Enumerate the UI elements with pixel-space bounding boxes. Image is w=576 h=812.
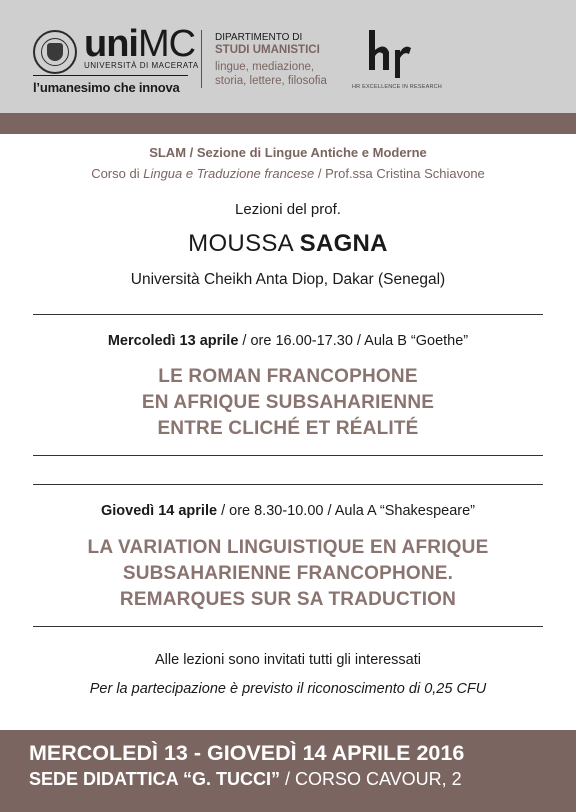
university-seal-icon xyxy=(33,30,77,74)
lecture1-title xyxy=(0,364,576,442)
hr-excellence-logo-icon xyxy=(363,28,413,80)
event-venue xyxy=(29,769,462,790)
speaker-affiliation: Università Cheikh Anta Diop, Dakar (Senegal) xyxy=(130,271,446,288)
header-separator xyxy=(201,30,202,88)
logo-divider xyxy=(33,75,188,76)
divider xyxy=(33,455,543,456)
university-name: UNIVERSITÀ DI MACERATA xyxy=(84,61,199,70)
dept-label: DIPARTIMENTO DI xyxy=(215,32,303,43)
dept-subjects xyxy=(215,60,375,88)
lecture2-schedule xyxy=(0,503,576,519)
lecture2-title-line: SUBSAHARIENNE FRANCOPHONE. xyxy=(122,563,454,584)
lecture1-schedule xyxy=(0,333,576,349)
invitation-note: Alle lezioni sono invitati tutti gli interessati xyxy=(155,652,421,668)
lecture2-title-line: LA VARIATION LINGUISTIQUE EN AFRIQUE xyxy=(87,537,489,558)
dept-subjects-line1: lingue, mediazione, xyxy=(215,61,315,73)
dept-name: STUDI UMANISTICI xyxy=(215,44,320,56)
hr-caption: HR EXCELLENCE IN RESEARCH xyxy=(352,84,442,90)
course-name: Lingua e Traduzione francese xyxy=(143,166,315,181)
lecture2-details: / ore 8.30-10.00 / Aula A “Shakespeare” xyxy=(217,503,475,519)
lecture1-details: / ore 16.00-17.30 / Aula B “Goethe” xyxy=(238,333,469,349)
credits-note: Per la partecipazione è previsto il riconoscimento di 0,25 CFU xyxy=(89,681,487,697)
lecture1-title-line: LE ROMAN FRANCOPHONE xyxy=(158,366,418,387)
lecture1-title-line: ENTRE CLICHÉ ET RÉALITÉ xyxy=(157,418,419,439)
lectures-by: Lezioni del prof. xyxy=(235,201,341,218)
logo-mc: MC xyxy=(137,23,196,65)
seal-emblem xyxy=(47,43,63,61)
divider xyxy=(33,626,543,627)
divider xyxy=(33,484,543,485)
lecture1-title-line: EN AFRIQUE SUBSAHARIENNE xyxy=(141,392,435,413)
course-professor: / Prof.ssa Cristina Schiavone xyxy=(314,166,485,181)
divider xyxy=(33,314,543,315)
speaker-last-name: SAGNA xyxy=(299,230,388,257)
course-line xyxy=(0,166,576,181)
venue-name: SEDE DIDATTICA “G. TUCCI” xyxy=(29,769,280,789)
section-name: SLAM / Sezione di Lingue Antiche e Moderne xyxy=(149,145,427,160)
accent-band xyxy=(0,113,576,134)
dept-subjects-line2: storia, lettere, filosofia xyxy=(215,75,327,87)
lecture2-day: Giovedì 14 aprile xyxy=(100,503,218,519)
logo-uni: uni xyxy=(84,23,138,65)
venue-address: / CORSO CAVOUR, 2 xyxy=(280,769,462,789)
speaker-name xyxy=(0,230,576,258)
lecture2-title-line: REMARQUES SUR SA TRADUCTION xyxy=(119,589,457,610)
lecture1-day: Mercoledì 13 aprile xyxy=(107,333,239,349)
course-prefix: Corso di xyxy=(91,166,144,181)
event-dates: MERCOLEDÌ 13 - GIOVEDÌ 14 APRILE 2016 xyxy=(29,741,465,765)
unimc-logo xyxy=(84,24,195,64)
lecture2-title xyxy=(0,535,576,613)
speaker-first-name: MOUSSA xyxy=(188,230,300,257)
motto: l’umanesimo che innova xyxy=(33,80,180,95)
